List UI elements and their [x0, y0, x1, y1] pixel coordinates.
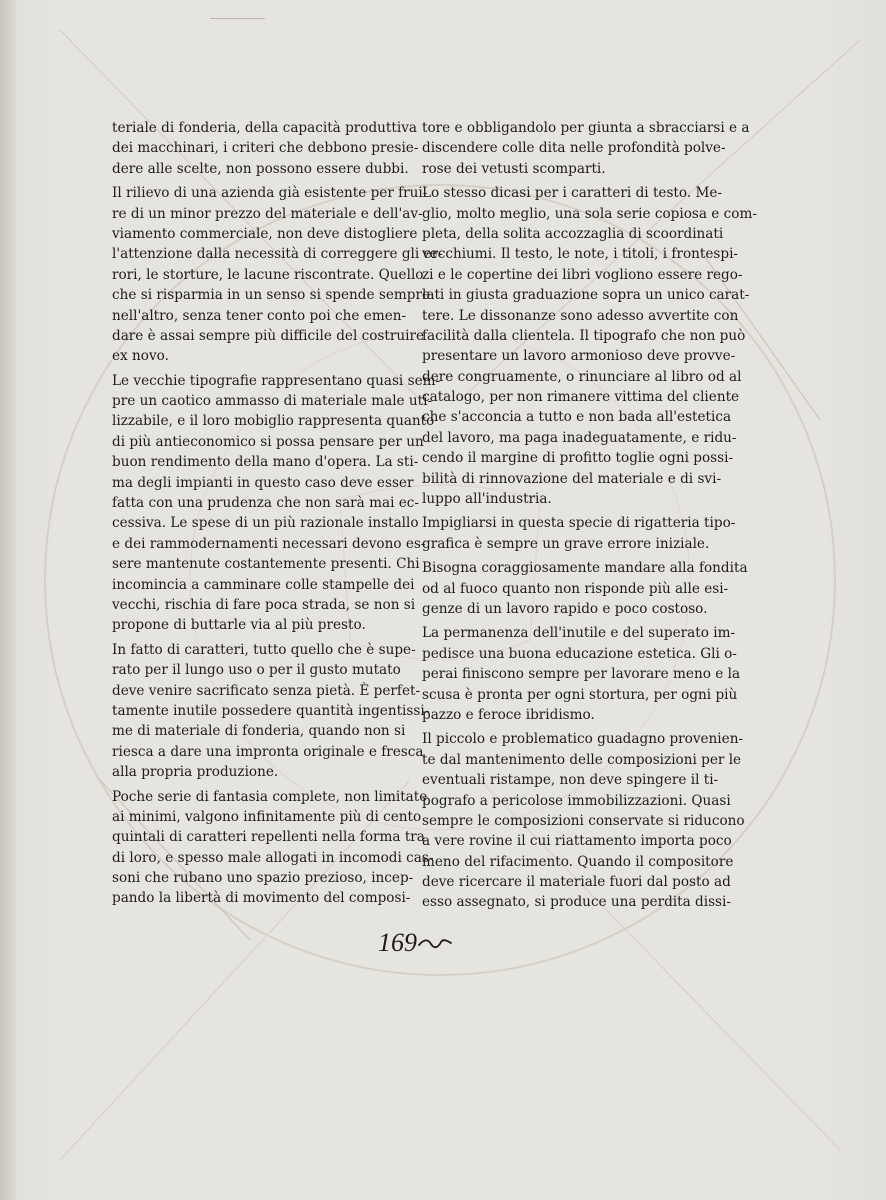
text-column-right [422, 118, 757, 913]
text-line: scusa è pronta per ogni stortura, per ogni più [422, 686, 738, 703]
page-number [378, 926, 458, 966]
text-line: alla propria produzione. [112, 764, 279, 781]
text-line: presentare un lavoro armonioso deve provve- [422, 348, 736, 365]
text-column-left [112, 118, 443, 909]
text-line: vecchiumi. Il testo, le note, i titoli, i frontespi- [422, 246, 739, 263]
text-line: vecchi, rischia di fare poca strada, se non si [112, 596, 416, 613]
text-line: re di un minor prezzo del materiale e dell'av- [112, 205, 423, 222]
text-line: ai minimi, valgono infinitamente più di cento [112, 808, 422, 825]
text-line: dei macchinari, i criteri che debbono presie- [112, 140, 419, 157]
text-line: pleta, della solita accozzaglia di scoordinati [422, 225, 724, 242]
paragraph [112, 118, 419, 179]
text-line: pedisce una buona educazione estetica. Gli o- [422, 645, 737, 662]
flourish-icon [418, 936, 452, 950]
text-line: In fatto di caratteri, tutto quello che è supe- [112, 641, 416, 658]
paragraph [422, 729, 745, 913]
text-line: a vere rovine il cui riattamento importa poco [422, 833, 732, 850]
text-line: catalogo, per non rimanere vittima del cliente [422, 389, 740, 406]
text-line: Le vecchie tipografie rappresentano quasi sem- [112, 372, 441, 389]
paragraph [422, 513, 736, 554]
text-line: del lavoro, ma paga inadeguatamente, e ridu- [422, 429, 737, 446]
text-line: rato per il lungo uso o per il gusto mutato [112, 662, 401, 679]
text-line: propone di buttarle via al più presto. [112, 617, 366, 634]
text-line: te dal mantenimento delle composizioni per le [422, 751, 742, 768]
text-line: lati in giusta graduazione sopra un unico carat- [422, 287, 750, 304]
text-line: La permanenza dell'inutile e del superato im- [422, 625, 736, 642]
text-line: e dei rammodernamenti necessari devono es- [112, 535, 426, 552]
text-line: cessiva. Le spese di un più razionale installo [112, 515, 419, 532]
text-line: di loro, e spesso male allogati in incomodi cas- [112, 849, 434, 866]
text-line: sempre le composizioni conservate si riducono [422, 812, 745, 829]
text-line: glio, molto meglio, una sola serie copiosa e com- [422, 205, 757, 222]
text-line: rose dei vetusti scomparti. [422, 160, 606, 177]
text-line: Bisogna coraggiosamente mandare alla fondita [422, 560, 748, 577]
text-line: cendo il margine di profitto toglie ogni possi- [422, 450, 734, 467]
text-line: incomincia a camminare colle stampelle dei [112, 576, 415, 593]
text-line: pografo a pericolose immobilizzazioni. Quasi [422, 792, 731, 809]
text-line: fatta con una prudenza che non sarà mai ec- [112, 495, 420, 512]
paragraph [112, 183, 443, 367]
text-line: tore e obbligandolo per giunta a sbracciarsi e a [422, 120, 750, 136]
text-line: buon rendimento della mano d'opera. La sti- [112, 454, 419, 471]
text-line: me di materiale di fonderia, quando non si [112, 723, 406, 740]
text-line: tere. Le dissonanze sono adesso avvertite con [422, 307, 739, 324]
paragraph [422, 623, 741, 725]
text-line: viamento commerciale, non deve distogliere [112, 225, 418, 242]
text-line: dere alle scelte, non possono essere dubbi. [112, 160, 409, 177]
text-line: od al fuoco quanto non risponde più alle esi- [422, 580, 729, 597]
text-line: grafica è sempre un grave errore iniziale. [422, 535, 710, 552]
text-line: che si risparmia in un senso si spende sempre [112, 287, 431, 304]
text-line: pre un caotico ammasso di materiale male uti- [112, 393, 433, 410]
text-line: ex novo. [112, 348, 169, 365]
text-line: di più antieconomico si possa pensare per un [112, 433, 424, 450]
page-number-value: 169 [378, 928, 417, 957]
text-line: riesca a dare una impronta originale e fresca [112, 743, 424, 760]
text-line: dare è assai sempre più difficile del costruire [112, 327, 424, 344]
text-line: soni che rubano uno spazio prezioso, incep- [112, 870, 414, 887]
paragraph [112, 371, 441, 636]
text-line: bilità di rinnovazione del materiale e di svi- [422, 470, 722, 487]
text-line: discendere colle dita nelle profondità polve- [422, 140, 726, 157]
text-line: facilità dalla clientela. Il tipografo che non può [422, 327, 746, 344]
paragraph [422, 558, 748, 619]
text-line: eventuali ristampe, non deve spingere il ti- [422, 772, 719, 789]
paragraph [112, 787, 434, 909]
text-line: deve venire sacrificato senza pietà. È perfet- [112, 682, 421, 699]
text-line: tamente inutile possedere quantità ingentissi- [112, 702, 430, 719]
text-line: Poche serie di fantasia complete, non limitate [112, 788, 428, 805]
text-line: dere congruamente, o rinunciare al libro od al [422, 368, 742, 385]
text-line: sere mantenute costantemente presenti. Chi [112, 556, 420, 573]
text-line: pazzo e feroce ibridismo. [422, 706, 595, 723]
text-line: perai finiscono sempre per lavorare meno e la [422, 666, 741, 683]
text-line: Lo stesso dicasi per i caratteri di testo. Me- [422, 185, 723, 202]
text-line: pando la libertà di movimento del composi- [112, 890, 411, 907]
text-line: teriale di fonderia, della capacità produttiva [112, 120, 417, 136]
text-line: Il rilievo di una azienda già esistente per frui- [112, 185, 428, 202]
text-line: quintali di caratteri repellenti nella forma tra [112, 829, 425, 846]
text-line: meno del rifacimento. Quando il compositore [422, 853, 734, 870]
paragraph [422, 183, 757, 509]
text-line: ma degli impianti in questo caso deve esser [112, 474, 414, 491]
paragraph [422, 118, 750, 179]
text-line: zi e le copertine dei libri vogliono essere rego- [422, 266, 743, 283]
text-line: esso assegnato, si produce una perdita dissi- [422, 894, 731, 911]
text-line: l'attenzione dalla necessità di correggere gli er- [112, 246, 443, 263]
text-line: deve ricercare il materiale fuori dal posto ad [422, 874, 731, 891]
text-line: luppo all'industria. [422, 491, 552, 508]
text-line: Il piccolo e problematico guadagno provenien- [422, 731, 744, 748]
text-line: lizzabile, e il loro mobiglio rappresenta quanto [112, 413, 435, 430]
text-line: rori, le storture, le lacune riscontrate. Quello [112, 266, 424, 283]
paragraph [112, 640, 430, 783]
text-line: nell'altro, senza tener conto poi che emen- [112, 307, 407, 324]
text-line: genze di un lavoro rapido e poco costoso. [422, 600, 708, 617]
text-line: che s'acconcia a tutto e non bada all'estetica [422, 409, 732, 426]
text-line: Impigliarsi in questa specie di rigatteria tipo- [422, 515, 736, 532]
